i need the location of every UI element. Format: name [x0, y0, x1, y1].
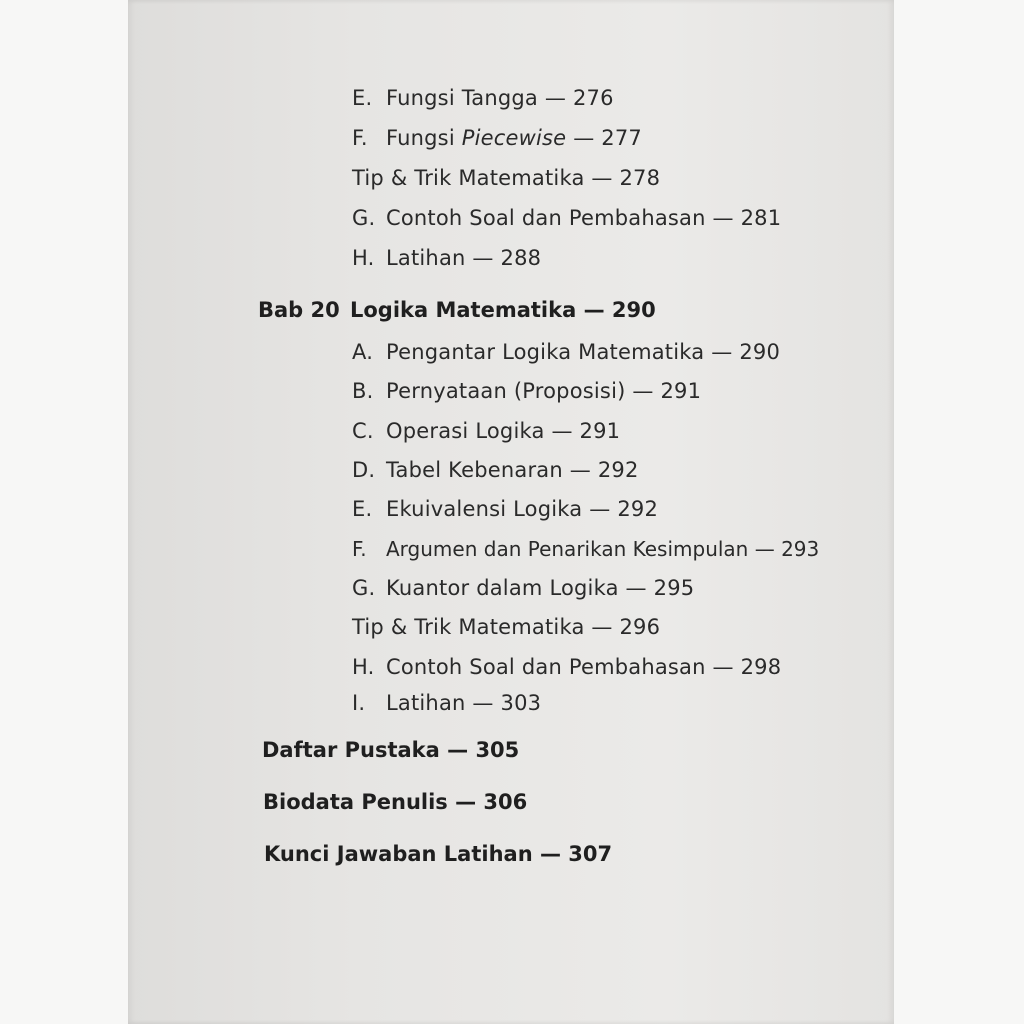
- entry-page: 276: [572, 86, 614, 110]
- entry-page: 291: [579, 419, 621, 443]
- entry-title: Contoh Soal dan Pembahasan: [386, 655, 706, 679]
- entry-title: Pengantar Logika Matematika: [386, 340, 705, 364]
- entry-title-italic: Piecewise: [461, 126, 567, 150]
- toc-entry: [352, 655, 781, 679]
- toc-entry: [352, 691, 541, 715]
- back-matter-entry: [263, 790, 527, 814]
- back-separator: —: [539, 842, 561, 866]
- entry-letter: E.: [352, 497, 373, 521]
- toc-entry: [352, 615, 660, 639]
- toc-entry: [352, 340, 780, 364]
- entry-separator: —: [711, 340, 733, 364]
- entry-separator: —: [625, 576, 647, 600]
- entry-separator: —: [544, 86, 567, 110]
- toc-entry: [352, 246, 541, 270]
- toc-entry: [352, 576, 694, 600]
- entry-separator: —: [591, 615, 613, 639]
- entry-page: 281: [740, 206, 782, 230]
- entry-title: Fungsi Tangga: [386, 86, 538, 110]
- toc-entry: [352, 537, 819, 561]
- entry-page: 292: [597, 458, 639, 482]
- entry-title: Contoh Soal dan Pembahasan: [386, 206, 706, 230]
- entry-separator: —: [591, 166, 613, 190]
- entry-title: Fungsi: [386, 126, 455, 150]
- entry-page: 296: [619, 615, 661, 639]
- back-page: 305: [475, 738, 520, 762]
- entry-letter: I.: [352, 691, 366, 715]
- entry-page: 295: [653, 576, 695, 600]
- entry-letter: F.: [352, 537, 367, 561]
- entry-page: 278: [619, 166, 661, 190]
- toc-entry: [352, 419, 620, 443]
- entry-letter: B.: [352, 379, 374, 403]
- back-separator: —: [455, 790, 477, 814]
- entry-title: Ekuivalensi Logika: [386, 497, 583, 521]
- entry-page: 291: [660, 379, 702, 403]
- entry-letter: H.: [352, 246, 375, 270]
- entry-letter: H.: [352, 655, 375, 679]
- entry-separator: —: [472, 691, 494, 715]
- back-matter-entry: [264, 842, 612, 866]
- chapter-separator: —: [583, 298, 605, 322]
- entry-separator: —: [632, 379, 654, 403]
- entry-title: Latihan: [386, 246, 466, 270]
- back-page: 306: [483, 790, 528, 814]
- back-page: 307: [568, 842, 613, 866]
- toc-entry: [352, 166, 660, 190]
- entry-separator: —: [569, 458, 591, 482]
- entry-separator: —: [712, 206, 734, 230]
- entry-title: Tip & Trik Matematika: [352, 615, 585, 639]
- entry-page: 293: [781, 537, 820, 561]
- toc-entry: [352, 126, 642, 150]
- toc-entry: [352, 379, 701, 403]
- toc-entry: [352, 497, 658, 521]
- entry-letter: G.: [352, 576, 376, 600]
- entry-title: Operasi Logika: [386, 419, 545, 443]
- back-matter-entry: [262, 738, 519, 762]
- entry-letter: A.: [352, 340, 374, 364]
- entry-title: Tabel Kebenaran: [386, 458, 563, 482]
- entry-separator: —: [551, 419, 573, 443]
- back-title: Daftar Pustaka: [262, 738, 440, 762]
- chapter-title: Logika Matematika: [350, 298, 577, 322]
- entry-separator: —: [589, 497, 611, 521]
- entry-page: 288: [500, 246, 542, 270]
- entry-separator: —: [712, 655, 734, 679]
- toc-entry: [352, 206, 781, 230]
- entry-page: 303: [500, 691, 542, 715]
- toc-entry: [352, 86, 614, 110]
- entry-title: Kuantor dalam Logika: [386, 576, 619, 600]
- entry-letter: G.: [352, 206, 376, 230]
- entry-separator: —: [573, 126, 595, 150]
- entry-page: 290: [739, 340, 781, 364]
- chapter-heading: [258, 298, 656, 322]
- entry-letter: E.: [352, 86, 373, 110]
- entry-letter: D.: [352, 458, 376, 482]
- entry-letter: C.: [352, 419, 374, 443]
- entry-page: 298: [740, 655, 782, 679]
- back-title: Kunci Jawaban Latihan: [264, 842, 533, 866]
- entry-page: 277: [601, 126, 642, 150]
- toc-entry: [352, 458, 639, 482]
- entry-title: Argumen dan Penarikan Kesimpulan: [386, 537, 749, 561]
- entry-letter: F.: [352, 126, 368, 150]
- back-title: Biodata Penulis: [263, 790, 448, 814]
- entry-separator: —: [754, 537, 775, 561]
- entry-title: Latihan: [386, 691, 466, 715]
- entry-separator: —: [472, 246, 494, 270]
- chapter-page: 290: [611, 298, 656, 322]
- entry-title: Pernyataan (Proposisi): [386, 379, 626, 403]
- chapter-number: Bab 20: [258, 298, 340, 322]
- entry-page: 292: [617, 497, 659, 521]
- entry-title: Tip & Trik Matematika: [352, 166, 585, 190]
- back-separator: —: [447, 738, 469, 762]
